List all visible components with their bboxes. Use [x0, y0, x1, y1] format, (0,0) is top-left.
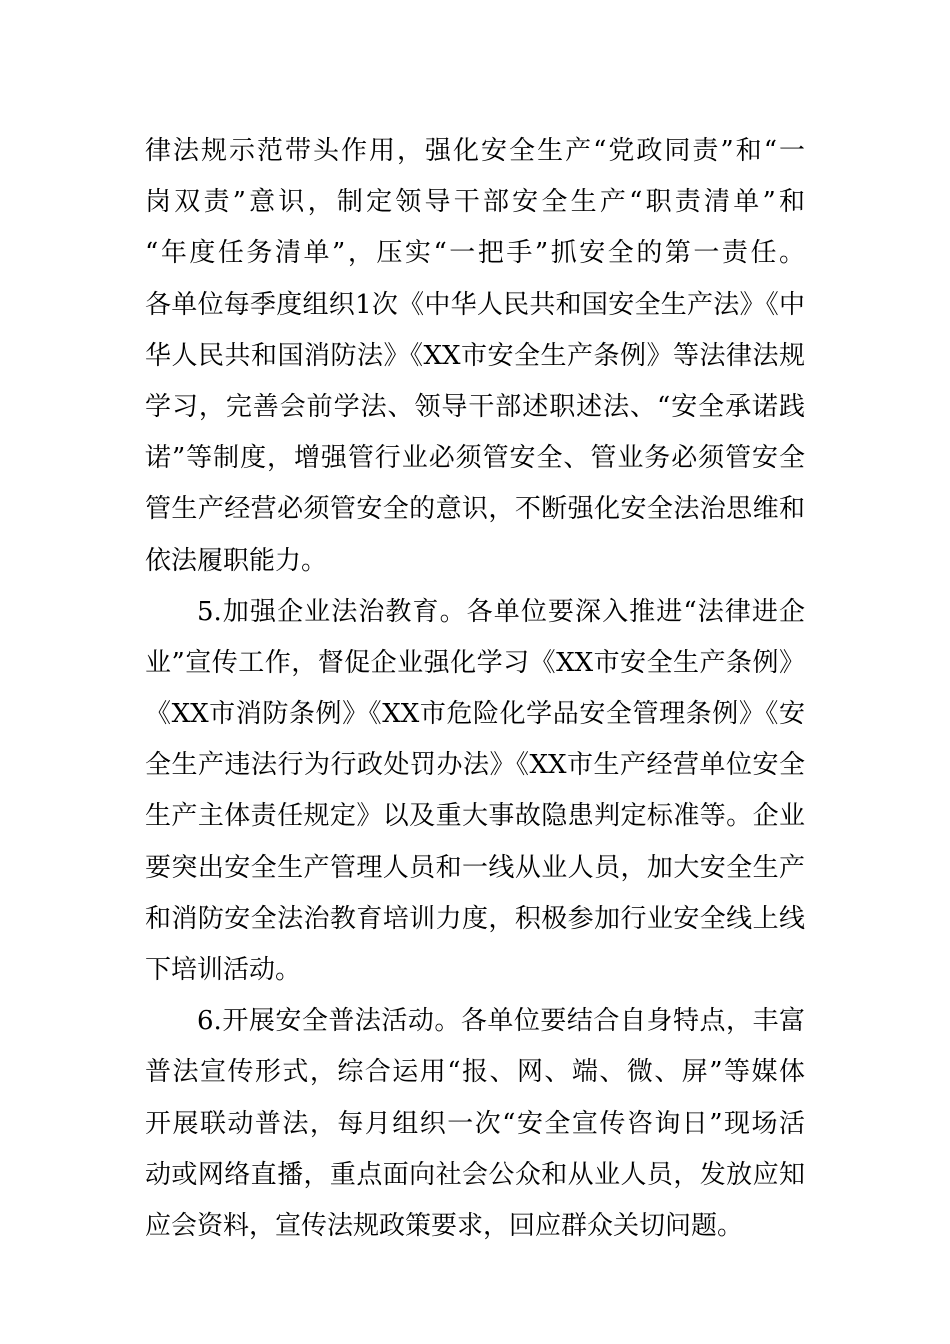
document-body — [145, 126, 805, 1252]
text-line: 诺”等制度，增强管行业必须管安全、管业务必须管安全 — [145, 443, 805, 474]
text-line: 岗双责”意识，制定领导干部安全生产“职责清单”和 — [145, 187, 805, 218]
paragraph-6 — [145, 996, 805, 1252]
text-line: “年度任务清单”，压实“一把手”抓安全的第一责任。 — [145, 238, 805, 269]
text-line: 动或网络直播，重点面向社会公众和从业人员，发放应知 — [145, 1159, 805, 1190]
text-line: 下培训活动。 — [145, 955, 302, 985]
paragraph-continued — [145, 126, 805, 587]
text-line: 学习，完善会前学法、领导干部述职述法、“安全承诺践 — [145, 391, 805, 422]
text-line: 业”宣传工作，督促企业强化学习《XX市安全生产条例》 — [145, 647, 805, 678]
text-line: 要突出安全生产管理人员和一线从业人员，加大安全生产 — [145, 852, 805, 883]
text-line: 普法宣传形式，综合运用“报、网、端、微、屏”等媒体 — [145, 1057, 805, 1088]
text-line: 应会资料，宣传法规政策要求，回应群众关切问题。 — [145, 1210, 744, 1241]
text-line: 依法履职能力。 — [145, 545, 328, 576]
text-line: 和消防安全法治教育培训力度，积极参加行业安全线上线 — [145, 903, 805, 934]
text-line: 5.加强企业法治教育。各单位要深入推进“法律进企 — [197, 596, 805, 627]
text-line: 华人民共和国消防法》《XX市安全生产条例》等法律法规 — [145, 340, 805, 371]
text-line: 生产主体责任规定》以及重大事故隐患判定标准等。企业 — [145, 801, 805, 832]
paragraph-5 — [145, 587, 805, 997]
text-line: 律法规示范带头作用，强化安全生产“党政同责”和“一 — [145, 136, 805, 166]
text-line: 管生产经营必须管安全的意识，不断强化安全法治思维和 — [145, 494, 805, 525]
text-line: 6.开展安全普法活动。各单位要结合自身特点，丰富 — [197, 1006, 805, 1037]
text-line: 全生产违法行为行政处罚办法》《XX市生产经营单位安全 — [145, 750, 805, 781]
text-line: 各单位每季度组织1次《中华人民共和国安全生产法》《中 — [145, 289, 805, 320]
text-line: 《XX市消防条例》《XX市危险化学品安全管理条例》《安 — [145, 699, 805, 730]
text-line: 开展联动普法，每月组织一次“安全宣传咨询日”现场活 — [145, 1108, 805, 1139]
